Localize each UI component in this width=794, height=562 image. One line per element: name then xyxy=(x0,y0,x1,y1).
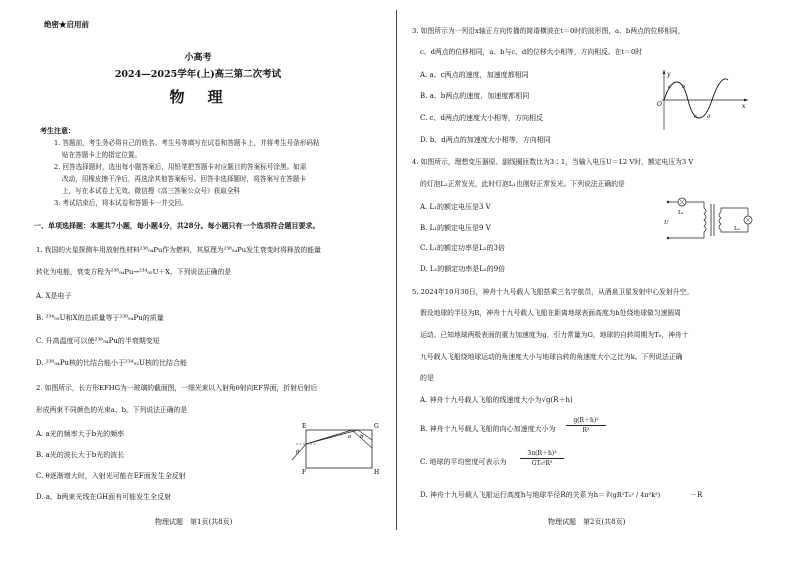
notice-1a: 1. 答题前，考生务必将自己的姓名、考生号等填写在试卷和答题卡上，并将考生号条形码粘 xyxy=(54,139,320,147)
q2-option-d: D. a、b两束光线在GH面有可能发生全反射 xyxy=(36,493,172,501)
label-l1: L₁ xyxy=(678,210,684,216)
section-1-heading: 一、单项选择题：本题共7小题，每小题4分，共28分。每小题只有一个选项符合题目要求。 xyxy=(34,221,320,230)
q5-stem-d: 九号载人飞船绕地球运动的角速度大小与地球自转的角速度大小之比为k。下列说法正确 xyxy=(420,353,683,361)
secondary-coil xyxy=(719,212,721,230)
q5-option-b-prefix: B. 神舟十九号载人飞船的向心加速度大小为 xyxy=(420,425,556,433)
primary-circuit xyxy=(668,202,704,238)
q2-option-a: A. a光的频率大于b光的频率 xyxy=(36,430,125,438)
q1-option-d: D. ²³⁸₉₄Pu核的比结合能小于²³⁴₉₂U核的比结合能 xyxy=(36,359,187,367)
notice-2b: 改动，用橡皮擦干净后，再选涂其他答案标号。回答非选择题时，将答案写在答题卡 xyxy=(62,175,306,183)
q5-option-d-root: ∛(gR²T₀² / 4π²k²) xyxy=(606,491,661,499)
label-point-a: a xyxy=(668,84,671,90)
wave-curve xyxy=(664,79,728,118)
q5-option-c-denominator: GT₀²R³ xyxy=(531,460,553,467)
q3-option-a: A. a、c两点的速度，加速度都相同 xyxy=(420,71,529,79)
q2-stem-a: 2. 如图所示，长方形EFHG为一玻璃的截面图，一细光束以入射角θ射向EF界面，折射后射后 xyxy=(36,384,318,392)
q1-stem-a: 1. 我国的火星探测车用放射性材料²³⁸₉₄Pu作为燃料，其原理为²³⁸₉₄Pu发生衰变时将释放的能量 xyxy=(36,246,321,254)
label-u: U xyxy=(664,220,669,226)
q4-stem-a: 4. 如图所示，理想变压器原、副线圈匝数比为3∶1，当输入电压U＝12 V时，额定电压为3 V xyxy=(412,158,694,166)
terminal-bottom xyxy=(667,237,669,239)
notice-heading: 考生注意： xyxy=(40,126,75,135)
label-G: G xyxy=(374,423,379,430)
q4-stem-b: 的灯泡L₂正常发光，此时灯泡L₁也刚好正常发光。下列说法正确的是 xyxy=(420,180,625,188)
q3-option-c: C. c、d两点的速度大小相等，方向相反 xyxy=(420,114,543,122)
q1-stem-b: 转化为电能，衰变方程为²³⁸₉₄Pu→²³⁴₉₂U＋X。下列说法正确的是 xyxy=(36,268,232,276)
terminal-top xyxy=(667,201,669,203)
notice-2a: 2. 回答选择题时，选出每小题答案后，用铅笔把答题卡对应题目的答案标号涂黑。如需 xyxy=(54,163,307,171)
label-F: F xyxy=(302,469,307,476)
label-E: E xyxy=(302,423,307,430)
q4-option-c: C. L₁的额定功率是L₂的3倍 xyxy=(420,244,505,252)
q1-option-a: A. X是电子 xyxy=(36,292,72,300)
q3-option-d: D. b、d两点的加速度大小相等，方向相同 xyxy=(420,136,551,144)
label-H: H xyxy=(374,469,380,476)
label-point-c: c xyxy=(694,114,697,120)
q5-stem-c: 运动。已知地球两极表面的重力加速度为g，引力常量为G，地球的自转周期为T₀，神舟十 xyxy=(420,331,689,339)
y-axis-arrow xyxy=(663,70,666,74)
notice-1b: 贴在答题卡上的指定位置。 xyxy=(62,151,142,159)
notice-3: 3. 考试结束后，将本试卷和答题卡一并交回。 xyxy=(54,199,188,207)
q3-stem-a: 3. 如图所示为一列沿x轴正方向传播的简谐横波在t＝0时的波形图，a、b两点的位移相同， xyxy=(412,27,685,35)
label-y: y xyxy=(667,71,671,78)
exam-org: 小高考 xyxy=(184,53,212,63)
label-l2: L₂ xyxy=(734,226,740,232)
label-theta: θ xyxy=(296,450,300,456)
q5-option-a: A. 神舟十九号载人飞船的线速度大小为√g(R＋h) xyxy=(420,396,573,404)
label-point-d: d xyxy=(707,114,711,120)
label-b: b xyxy=(360,434,364,440)
left-footer: 物理试题 第1页(共8页) xyxy=(155,518,233,526)
q5-option-c-prefix: C. 地球的平均密度可表示为 xyxy=(420,458,507,466)
q1-option-c: C. 升高温度可以使²³⁸₉₄Pu的半衰期变短 xyxy=(36,337,160,345)
column-divider xyxy=(396,10,397,530)
q3-option-b: B. a、b两点的速度，加速度都相同 xyxy=(420,92,530,100)
q4-transformer-figure xyxy=(664,194,762,246)
label-a: a xyxy=(348,434,352,440)
label-origin: O xyxy=(657,101,662,108)
q2-stem-b: 形成两束不同颜色的光束a、b。下列说法正确的是 xyxy=(36,406,188,414)
x-axis-arrow xyxy=(744,99,748,102)
q2-prism-figure xyxy=(292,422,382,474)
subject-title: 物 理 xyxy=(169,88,227,106)
exam-title: 2024—2025学年(上)高三第二次考试 xyxy=(114,69,282,80)
q5-option-c-numerator: 3π(R＋h)³ xyxy=(520,450,564,459)
q5-option-d-prefix: D. 神舟十九号载人飞船运行高度h与地球半径R的关系为h＝ xyxy=(420,491,606,499)
q4-option-d: D. L₁的额定功率是L₂的9倍 xyxy=(420,265,506,273)
q5-stem-a: 5. 2024年10月30日，神舟十九号载人飞船搭乘三名宇航员，从酒泉卫星发射中心发射升空。 xyxy=(412,288,694,296)
q1-option-b: B. ²³⁴₉₂U和X的总质量等于²³⁸₉₄Pu的质量 xyxy=(36,314,164,322)
q5-option-d-suffix: －R xyxy=(690,491,703,499)
label-point-b: b xyxy=(682,84,686,90)
secret-label: 绝密★启用前 xyxy=(44,20,89,29)
q2-option-c: C. θ逐渐增大时，入射光可能在EF面发生全反射 xyxy=(36,472,186,480)
q4-option-b: B. L₁的额定电压是9 V xyxy=(420,224,491,232)
notice-2c: 上，写在本试卷上无效。微信搜《高三答案公众号》获取全科 xyxy=(62,187,241,195)
label-x: x xyxy=(742,103,746,110)
q5-stem-e: 的是 xyxy=(420,374,434,382)
q5-stem-b: 假设地球的半径为R，神舟十九号载人飞船在距离地球表面高度为h处绕地球做匀速圆周 xyxy=(420,309,681,317)
q4-option-a: A. L₁的额定电压是3 V xyxy=(420,203,491,211)
q2-option-b: B. a光的波长大于b光的波长 xyxy=(36,451,125,459)
q5-option-b-numerator: g(R＋h)² xyxy=(566,417,606,426)
q3-wave-figure xyxy=(656,68,752,132)
q3-stem-b: c、d两点的位移相同，a、b与c、d的位移大小相等，方向相反。在t＝0时 xyxy=(420,48,643,56)
primary-coil xyxy=(704,208,706,232)
right-footer: 物理试题 第2页(共8页) xyxy=(548,518,626,526)
q5-option-b-denominator: R² xyxy=(582,427,590,434)
